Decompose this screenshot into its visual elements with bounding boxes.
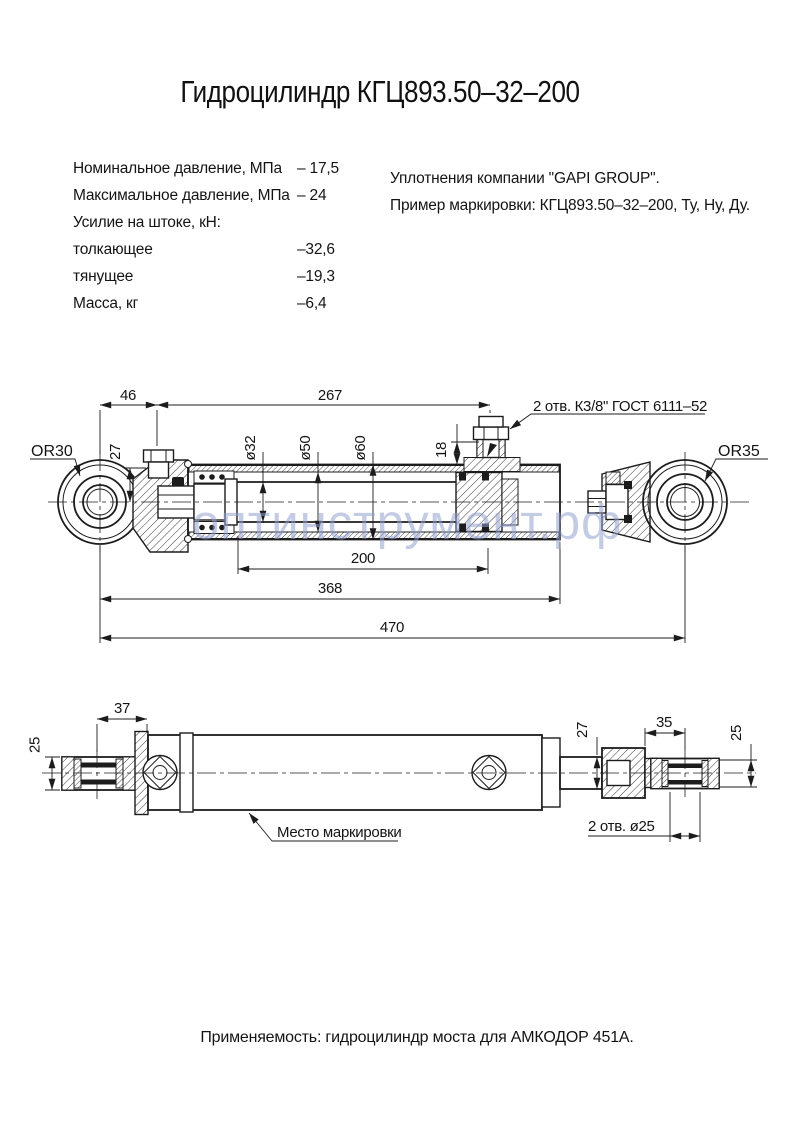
dim-dia32-label: ø32 — [242, 435, 259, 461]
upper-section-view — [30, 387, 768, 643]
application-note: Применяемость: гидроцилиндр моста для АМКОДОР 451А. — [200, 1029, 634, 1046]
dim-267-label: 267 — [317, 387, 343, 404]
dim-27-label: 27 — [107, 443, 124, 461]
or30-label: OR30 — [31, 443, 73, 460]
dim-18-label: 18 — [433, 441, 450, 459]
spec-value: – 24 — [297, 187, 327, 204]
spec-value: – 17,5 — [297, 160, 339, 177]
seals-note: Уплотнения компании "GAPI GROUP". — [390, 170, 660, 187]
dim-25-right-label: 25 — [728, 724, 745, 742]
dim-dia60-label: ø60 — [352, 435, 369, 461]
dim-200-label: 200 — [350, 550, 376, 567]
marking-example-note: Пример маркировки: КГЦ893.50–32–200, Ту, Ну, Ду. — [390, 197, 750, 214]
dim-470-label: 470 — [379, 619, 405, 636]
port-boss-and-plug — [464, 417, 520, 472]
dim-dia50-label: ø50 — [297, 435, 314, 461]
spec-label: тянущее — [73, 268, 134, 285]
dim-368-label: 368 — [317, 580, 343, 597]
dim-27-side-label: 27 — [574, 721, 591, 739]
drawing-title: Гидроцилиндр КГЦ893.50–32–200 — [180, 74, 580, 109]
dim-37-label: 37 — [113, 700, 131, 717]
lug-left — [62, 757, 135, 790]
marking-place-label: Место маркировки — [277, 824, 402, 841]
port-circle-left — [143, 756, 177, 790]
spec-label: Усилие на штоке, кН: — [73, 214, 221, 231]
spec-label: Масса, кг — [73, 295, 139, 312]
spec-value: –32,6 — [297, 241, 335, 258]
spec-label: толкающее — [73, 241, 153, 258]
spec-label: Максимальное давление, МПа — [73, 187, 290, 204]
dim-46-label: 46 — [119, 387, 137, 404]
spec-label: Номинальное давление, МПа — [73, 160, 282, 177]
spec-value: –6,4 — [297, 295, 327, 312]
dim-25-left-label: 25 — [26, 736, 44, 754]
lower-side-view — [27, 700, 758, 842]
spec-value: –19,3 — [297, 268, 335, 285]
holes-dia25-note: 2 отв. ø25 — [588, 818, 655, 835]
dim-35-label: 35 — [655, 714, 673, 731]
or35-label: OR35 — [718, 443, 760, 460]
watermark: оптинструмент.рф — [192, 496, 623, 550]
port-thread-note: 2 отв. К3/8" ГОСТ 6111–52 — [533, 398, 708, 415]
port-circle-right — [472, 756, 506, 790]
